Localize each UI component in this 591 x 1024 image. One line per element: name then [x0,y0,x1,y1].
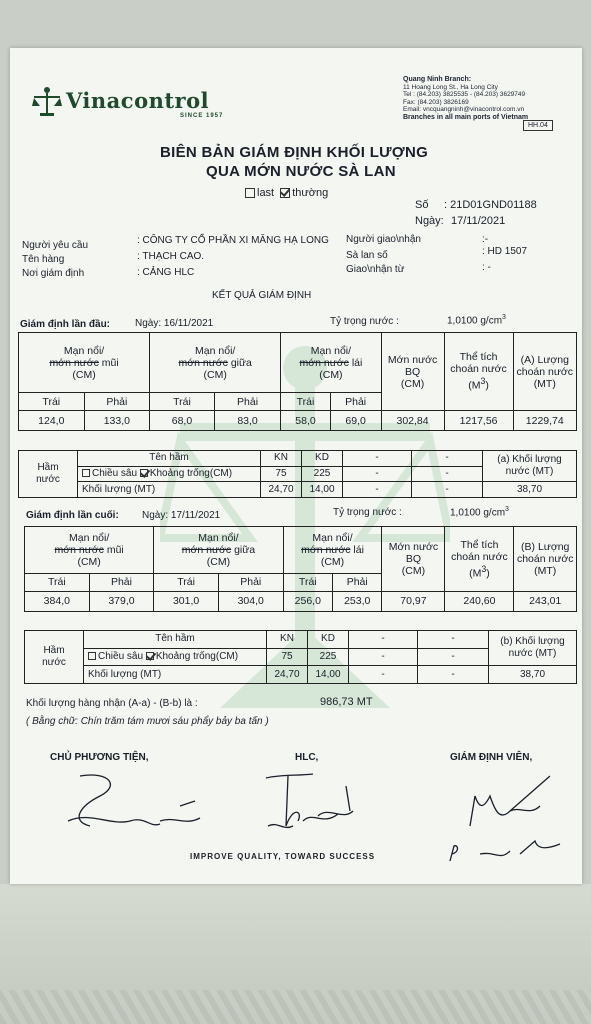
hdr-text: (b) Khối lượng [500,636,565,648]
value-cell: 69,0 [330,411,381,431]
kn-header: KN [267,631,308,649]
hdr-text: mũi [101,356,119,369]
document-page [10,48,582,884]
deliver-value: :- [482,234,489,245]
owner-signer-label: CHỦ PHƯƠNG TIỆN, [50,752,149,763]
hdr-text: Mớn nước [388,540,439,553]
hdr-text: (CM) [203,368,227,381]
hlc-signer-label: HLC, [295,752,319,763]
hdr-text: choán nước [516,552,574,565]
value-cell: 58,0 [281,411,330,431]
hdr-text: mớn nước [301,543,351,556]
value-cell: 225 [308,648,349,666]
tank-label [19,451,78,498]
ullage-checkbox[interactable] [146,652,154,660]
hdr-text: (CM) [401,564,426,577]
dash-cell: - [418,631,489,649]
hdr-text: mớn nước [49,356,99,369]
density-value: 1,0100 g/cm [447,315,503,327]
last-survey-label: Giám định lần cuối: [26,510,119,521]
value-cell: 75 [261,466,302,482]
hdr-text: (MT) [534,564,557,577]
water-weight-header [483,451,577,482]
value-cell: 68,0 [150,411,215,431]
option-normal-label: thường [292,187,329,199]
hdr-text: (M [468,379,481,392]
dash-cell: - [349,631,418,649]
right-header: Phải [330,393,381,411]
dash-cell: - [349,648,418,666]
hdr-text: Mạn nổi/ [195,344,236,357]
branch-line: Fax: (84.203) 3826169 [403,98,469,106]
last-density-label: Tỷ trọng nước : [333,507,402,518]
first-density-value: 1,0100 $g/cm^3$ [447,314,506,327]
hdr-text: (CM) [72,368,96,381]
volume-header: Thể tích choán nước $(M^3)$ [444,333,513,411]
branch-title: Quang Ninh Branch: [403,76,472,83]
hdr-text: mớn nước [54,543,104,556]
hdr-text: Hầm [43,645,65,656]
inspector-signer-label: GIÁM ĐỊNH VIÊN, [450,752,533,763]
barge-value: : HD 1507 [482,246,528,257]
bow-header [25,527,154,574]
place-value: : CẢNG HLC [137,267,195,278]
value-cell: 379,0 [89,591,154,611]
option-last-label: last [257,187,275,199]
value-cell: 133,0 [84,411,150,431]
value-cell: 38,70 [489,666,577,684]
last-survey-date: Ngày: 17/11/2021 [142,510,221,521]
first-survey-label: Giám định lần đầu: [20,319,111,330]
form-code: HH.04 [523,120,553,131]
value-cell: 124,0 [19,411,85,431]
depth-ullage-cell [78,466,261,482]
right-header: Phải [89,573,154,591]
dash-cell: - [343,451,412,467]
dash-cell: - [343,482,412,498]
right-header: Phải [214,393,280,411]
from-value: : - [482,262,491,273]
value-cell: 75 [267,648,308,666]
value-cell: 1229,74 [513,411,576,431]
hdr-text: (MT) [533,377,556,390]
hdr-text: mớn nước [178,356,228,369]
tablecloth-pattern [0,990,591,1024]
right-header: Phải [333,573,382,591]
hdr-text: nước [42,657,66,668]
mid-header [154,527,283,574]
doc-date: 17/11/2021 [451,215,506,227]
mean-draft-header [381,333,444,411]
hdr-text: Chiều sâu [98,650,144,662]
doc-title-line2: QUA MỚN NƯỚC SÀ LAN [206,163,396,180]
volume-header: Thể tích choán nước $(M^3)$ [445,527,514,592]
first-draft-table [18,332,577,431]
deliver-label: Người giao\nhận [346,234,421,245]
kn-header: KN [261,451,302,467]
dash-cell: - [412,466,483,482]
hdr-text: Mạn nổi/ [198,531,239,544]
doc-date-label: Ngày: [415,215,444,227]
doc-title-line1: BIÊN BẢN GIÁM ĐỊNH KHỐI LƯỢNG [160,144,429,161]
hlc-signature [258,766,368,846]
dash-cell: - [412,451,483,467]
first-density-label: Tỷ trọng nước : [330,316,399,327]
hdr-text: nước [36,474,60,485]
logo-text: Vinacontrol [66,88,210,113]
displacement-header [514,527,577,592]
dash-cell: - [412,482,483,498]
hdr-text: Mạn nổi/ [63,344,105,357]
value-cell: 24,70 [267,666,308,684]
hdr-text: Khoảng trống(CM) [149,467,233,479]
vinacontrol-logo-icon [32,86,62,118]
hdr-text: mũi [106,543,124,556]
hdr-text: choán nước [516,365,574,378]
hdr-text: Thể tích [459,351,498,364]
net-weight-formula: Khối lượng hàng nhận (A-a) - (B-b) là : [26,698,198,709]
branch-note: Branches in all main ports of Vietnam [403,113,529,121]
tank-name-header: Tên hầm [78,451,261,467]
hdr-text: Thể tích [460,538,499,551]
barge-label: Sà lan số [346,250,388,261]
ullage-checkbox[interactable] [140,469,148,477]
depth-ullage-cell [84,648,267,666]
mean-draft-header [382,527,445,592]
last-checkbox[interactable] [245,188,255,198]
net-weight-words: ( Bằng chữ: Chín trăm tám mươi sáu phẩy bảy ba tấn ) [26,716,269,727]
goods-label: Tên hàng [22,254,65,265]
left-header: Trái [19,393,85,411]
hdr-text: Mớn nước [387,353,438,366]
last-tank-table [24,630,577,684]
value-cell: 302,84 [381,411,444,431]
value-cell: 384,0 [25,591,90,611]
branch-line: Tel : (84.203) 3825535 - (84.203) 3629749 [403,91,526,99]
tank-name-header: Tên hầm [84,631,267,649]
depth-checkbox[interactable] [82,469,90,477]
hdr-text: Hầm [37,462,59,473]
branch-line: 11 Hoang Long St., Ha Long City [403,83,498,91]
hdr-text: BQ [405,552,422,565]
dash-cell: - [418,648,489,666]
from-label: Giao\nhận từ [346,264,405,275]
requester-label: Người yêu cầu [22,240,89,251]
hdr-text: (a) Khối lượng [497,454,562,466]
value-cell: 70,97 [382,591,445,611]
inspector-signature [440,766,580,866]
hdr-text: (CM) [320,555,345,568]
value-cell: 256,0 [283,591,332,611]
place-label: Nơi giám định [22,268,85,279]
value-cell: 24,70 [261,482,302,498]
first-tank-table [18,450,577,498]
value-cell: 1217,56 [444,411,513,431]
hdr-text: nước (MT) [508,648,557,660]
right-header: Phải [218,573,283,591]
hdr-text: (CM) [77,555,101,568]
last-draft-table [24,526,577,612]
first-survey-date: Ngày: 16/11/2021 [135,318,214,329]
depth-checkbox[interactable] [88,652,96,660]
hdr-text: mớn nước [181,543,232,556]
left-header: Trái [150,393,215,411]
hdr-text: (CM) [206,555,231,568]
hdr-text: BQ [404,365,421,378]
hdr-text: (CM) [319,368,343,381]
displacement-header [513,333,576,411]
left-header: Trái [154,573,219,591]
branch-address [403,76,578,122]
branch-line: Email: vncquangninh@vinacontrol.com.vn [403,106,525,114]
value-cell: 225 [302,466,343,482]
owner-signature [50,766,210,846]
value-cell: 240,60 [445,591,514,611]
hdr-text: (CM) [400,377,425,390]
requester-value: : CÔNG TY CỔ PHẦN XI MĂNG HẠ LONG [137,235,329,246]
dash-cell: - [418,666,489,684]
value-cell: 253,0 [333,591,382,611]
value-cell: 38,70 [483,482,577,498]
hdr-text: (A) Lượng [520,353,569,366]
aft-header [283,527,382,574]
logo-since: SINCE 1957 [180,113,224,119]
hdr-text: Mạn nổi/ [312,531,353,544]
value-cell: 301,0 [154,591,219,611]
hdr-text: Mạn nổi/ [310,344,352,357]
last-density-value: 1,0100 $g/cm^3$ [450,506,509,519]
net-weight-value: 986,73 MT [320,696,373,708]
right-header: Phải [84,393,150,411]
bow-header [19,333,150,393]
hdr-text: (M [469,567,482,580]
value-cell: 14,00 [302,482,343,498]
hdr-text: choán nước [450,363,507,376]
mid-header [150,333,281,393]
value-cell: 243,01 [514,591,577,611]
doc-number: : 21D01GND01188 [444,199,537,211]
normal-checkbox[interactable] [280,188,290,198]
left-header: Trái [25,573,90,591]
hdr-text: giữa [230,356,252,369]
hdr-text: Khoảng trống(CM) [155,650,239,662]
dash-cell: - [343,466,412,482]
hdr-text: lái [353,543,364,556]
left-header: Trái [283,573,332,591]
hdr-text: Mạn nổi/ [69,531,110,544]
result-heading: KẾT QUẢ GIÁM ĐỊNH [212,290,312,301]
weight-label: Khối lượng (MT) [84,666,267,684]
kd-header: KD [302,451,343,467]
dash-cell: - [349,666,418,684]
tank-label [25,631,84,684]
water-weight-header [489,631,577,666]
footer-slogan: IMPROVE QUALITY, TOWARD SUCCESS [190,852,376,861]
hdr-text: giữa [234,543,256,556]
left-header: Trái [281,393,330,411]
kd-header: KD [308,631,349,649]
doc-number-label: Số [415,199,429,211]
value-cell: 14,00 [308,666,349,684]
density-value: 1,0100 g/cm [450,507,506,519]
hdr-text: (B) Lượng [521,540,570,553]
value-cell: 83,0 [214,411,280,431]
option-last [245,187,328,199]
hdr-text: mớn nước [299,356,349,369]
goods-value: : THẠCH CAO. [137,251,205,262]
value-cell: 304,0 [218,591,283,611]
weight-label: Khối lượng (MT) [78,482,261,498]
hdr-text: lái [351,356,363,369]
hdr-text: nước (MT) [505,466,554,478]
hdr-text: choán nước [451,550,508,563]
hdr-text: Chiều sâu [92,467,138,479]
aft-header [281,333,381,393]
